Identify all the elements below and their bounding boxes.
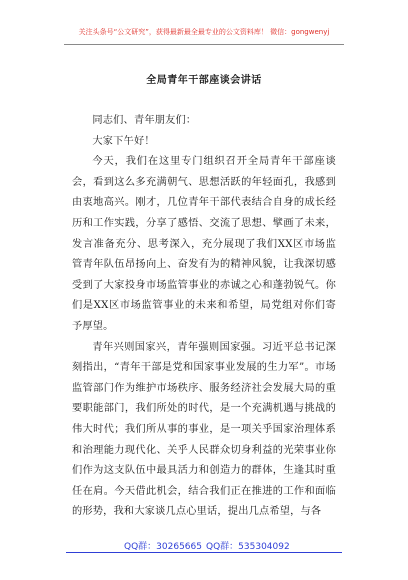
footer-divider <box>66 552 342 553</box>
header-divider <box>64 44 344 45</box>
body-paragraph-1: 今天，我们在这里专门组织召开全局青年干部座谈会，看到这么多充满朝气、思想活跃的年轻面孔，我感到由衷地高兴。刚才，几位青年干部代表结合自身的成长经历和工作实践，分享了感悟、交流了思想、擘画了未来，发言准备充分、思考深入，充分展现了我们XX区市场监管青年队伍昂扬向上、奋发有为的精神风貌，让我深切感受到了大家投身市场监管事业的赤诚之心和蓬勃锐气。你们是XX区市场监管事业的未来和希望，局党组对你们寄予厚望。 <box>72 156 336 332</box>
greeting: 大家下午好！ <box>92 135 155 147</box>
footer-qq-group-1: QQ群：30265665 <box>124 542 202 552</box>
salutation: 同志们、青年朋友们： <box>92 115 197 126</box>
page-footer <box>0 539 408 553</box>
document-title: 全局青年干部座谈会讲话 <box>146 75 262 86</box>
body-paragraph-2: 青年兴则国家兴，青年强则国家强。习近平总书记深刻指出，“青年干部是党和国家事业发展的生力军”。市场监管部门作为维护市场秩序、服务经济社会发展大局的重要职能部门，我们所处的时代，是一个充满机遇与挑战的伟大时代；我们所从事的事业，是一项关乎国家治理体系和治理能力现代化、关乎人民群众切身利益的光荣事业你们作为这支队伍中最具活力和创造力的群体，生逢其时重任在肩。今天借此机会，结合我们正在推进的工作和面临的形势，我和大家谈几点心里话，提出几点希望，与各 <box>72 341 336 518</box>
document-body <box>72 111 336 523</box>
header-notice: 关注头条号“公文研究”，获得最新最全最专业的公文资料库！ 微信：gongwenyj <box>78 28 330 36</box>
footer-qq-group-2: QQ群：535304092 <box>206 542 290 552</box>
